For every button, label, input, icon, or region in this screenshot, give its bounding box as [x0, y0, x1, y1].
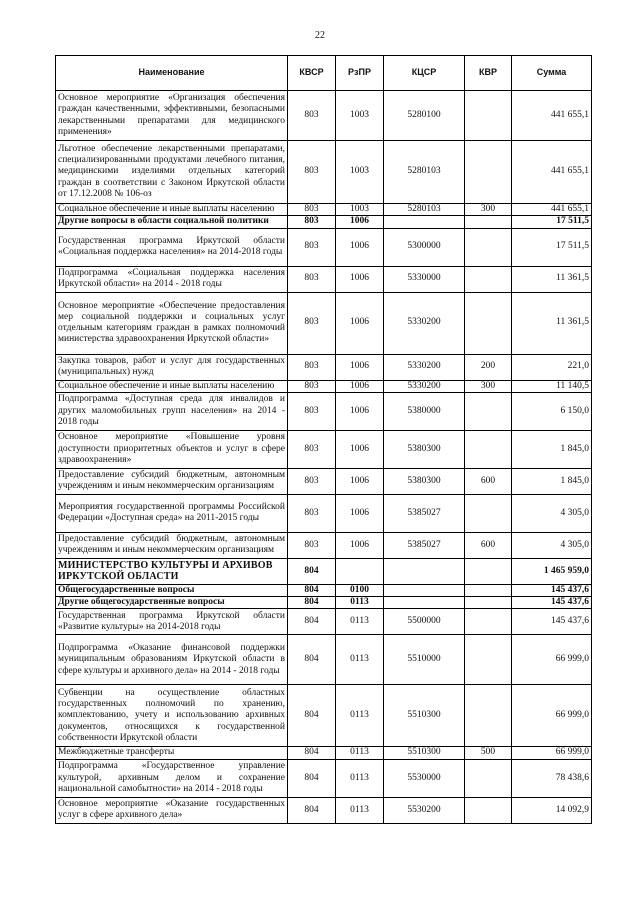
cell-kvr: [465, 266, 512, 292]
cell-kvsr: 803: [288, 392, 336, 430]
cell-kcsr: 5330200: [384, 354, 465, 380]
cell-rzpr: 1006: [336, 228, 384, 266]
table-row: [56, 216, 592, 228]
cell-kvr: [465, 91, 512, 141]
cell-sum: 17 511,5: [512, 228, 592, 266]
cell-name: Основное мероприятие «Организация обеспечения граждан качественными, эффективными, безопасными лекарственными препаратами для медицинского применения»: [56, 91, 288, 141]
cell-kvsr: 803: [288, 468, 336, 494]
cell-kcsr: 5330200: [384, 380, 465, 392]
page-number: 22: [315, 30, 325, 41]
cell-kvr: 300: [465, 380, 512, 392]
cell-sum: 6 150,0: [512, 392, 592, 430]
cell-rzpr: 1006: [336, 494, 384, 532]
cell-sum: 4 305,0: [512, 494, 592, 532]
cell-rzpr: 1006: [336, 392, 384, 430]
cell-rzpr: 1006: [336, 216, 384, 228]
cell-kvsr: 804: [288, 597, 336, 609]
cell-kcsr: 5530200: [384, 797, 465, 823]
cell-name: Другие вопросы в области социальной политики: [56, 216, 288, 228]
cell-kcsr: 5510300: [384, 747, 465, 759]
cell-kvr: [465, 494, 512, 532]
cell-kvsr: 803: [288, 204, 336, 216]
cell-sum: 1 845,0: [512, 430, 592, 468]
cell-kcsr: 5510000: [384, 635, 465, 685]
cell-sum: 441 655,1: [512, 141, 592, 204]
cell-kvsr: 803: [288, 216, 336, 228]
cell-name: Льготное обеспечение лекарственными препаратами, специализированными продуктами лечебного питания, медицинскими изделиями отдельных категорий граждан в соответствии с Законом Иркутской области от 17.12.2008 № 106-оз: [56, 141, 288, 204]
cell-rzpr: 1003: [336, 141, 384, 204]
cell-kvsr: 803: [288, 266, 336, 292]
cell-rzpr: 1006: [336, 532, 384, 558]
cell-kvr: [465, 558, 512, 584]
cell-kcsr: 5530000: [384, 759, 465, 797]
cell-kvsr: 803: [288, 354, 336, 380]
cell-kvsr: 803: [288, 430, 336, 468]
cell-kvr: [465, 597, 512, 609]
table-row: [56, 91, 592, 141]
table-row: [56, 266, 592, 292]
cell-sum: 145 437,6: [512, 609, 592, 635]
cell-kcsr: 5380300: [384, 430, 465, 468]
cell-name: Подпрограмма «Государственное управление культурой, архивным делом и сохранение национальной самобытности» на 2014 - 2018 годы: [56, 759, 288, 797]
cell-kvsr: 804: [288, 747, 336, 759]
cell-kvsr: 803: [288, 380, 336, 392]
cell-kvsr: 803: [288, 494, 336, 532]
table-row: [56, 532, 592, 558]
cell-rzpr: 1003: [336, 204, 384, 216]
cell-rzpr: 1006: [336, 354, 384, 380]
cell-kcsr: 5500000: [384, 609, 465, 635]
col-header-kvr: КВР: [465, 56, 512, 91]
cell-sum: 66 999,0: [512, 635, 592, 685]
cell-sum: 17 511,5: [512, 216, 592, 228]
cell-name: Государственная программа Иркутской области «Развитие культуры» на 2014-2018 годы: [56, 609, 288, 635]
cell-kvr: [465, 584, 512, 596]
cell-name: Закупка товаров, работ и услуг для государственных (муниципальных) нужд: [56, 354, 288, 380]
cell-kcsr: 5280100: [384, 91, 465, 141]
cell-kvsr: 803: [288, 91, 336, 141]
cell-kvsr: 804: [288, 609, 336, 635]
cell-kvsr: 804: [288, 558, 336, 584]
cell-name: Подпрограмма «Доступная среда для инвалидов и других маломобильных групп населения» на 2014 - 2018 годы: [56, 392, 288, 430]
cell-name: Социальное обеспечение и иные выплаты населению: [56, 204, 288, 216]
cell-kcsr: 5300000: [384, 228, 465, 266]
cell-kcsr: 5385027: [384, 494, 465, 532]
cell-name: Другие общегосударственные вопросы: [56, 597, 288, 609]
cell-kcsr: 5330000: [384, 266, 465, 292]
cell-name: Основное мероприятие «Обеспечение предоставления мер социальной поддержки и социальных услуг отдельным категориям граждан в рамках полномочий министерства здравоохранения Иркутской области»: [56, 292, 288, 354]
cell-kvr: [465, 141, 512, 204]
cell-rzpr: 1006: [336, 468, 384, 494]
cell-kcsr: 5380300: [384, 468, 465, 494]
cell-kvsr: 804: [288, 584, 336, 596]
cell-sum: 145 437,6: [512, 597, 592, 609]
cell-kvr: [465, 216, 512, 228]
cell-name: Основное мероприятие «Оказание государственных услуг в сфере архивного дела»: [56, 797, 288, 823]
cell-sum: 78 438,6: [512, 759, 592, 797]
cell-rzpr: 1006: [336, 380, 384, 392]
cell-rzpr: 0113: [336, 759, 384, 797]
cell-kvr: [465, 430, 512, 468]
cell-kcsr: 5385027: [384, 532, 465, 558]
cell-name: Социальное обеспечение и иные выплаты населению: [56, 380, 288, 392]
cell-kvsr: 804: [288, 685, 336, 747]
cell-kvr: [465, 635, 512, 685]
cell-rzpr: 0113: [336, 635, 384, 685]
table-row: [56, 430, 592, 468]
cell-rzpr: 1003: [336, 91, 384, 141]
cell-kvr: [465, 292, 512, 354]
cell-name: Предоставление субсидий бюджетным, автономным учреждениям и иным некоммерческим организациям: [56, 532, 288, 558]
table-row: [56, 747, 592, 759]
cell-sum: 221,0: [512, 354, 592, 380]
cell-rzpr: 1006: [336, 292, 384, 354]
cell-sum: 1 845,0: [512, 468, 592, 494]
table-row: [56, 597, 592, 609]
cell-sum: 66 999,0: [512, 685, 592, 747]
col-header-name: Наименование: [56, 56, 288, 91]
cell-rzpr: 1006: [336, 430, 384, 468]
cell-kvr: 600: [465, 468, 512, 494]
cell-sum: 4 305,0: [512, 532, 592, 558]
table-row: [56, 609, 592, 635]
cell-kvr: [465, 759, 512, 797]
cell-kcsr: 5280103: [384, 141, 465, 204]
cell-kvsr: 804: [288, 635, 336, 685]
table-row: [56, 292, 592, 354]
cell-name: Подпрограмма «Социальная поддержка населения Иркутской области» на 2014 - 2018 годы: [56, 266, 288, 292]
cell-kvr: [465, 609, 512, 635]
table-row: [56, 354, 592, 380]
cell-kvr: [465, 392, 512, 430]
cell-kcsr: 5380000: [384, 392, 465, 430]
table-row: [56, 380, 592, 392]
col-header-rzpr: РзПР: [336, 56, 384, 91]
cell-kvsr: 803: [288, 228, 336, 266]
cell-name: Основное мероприятие «Повышение уровня доступности приоритетных объектов и услуг в сфере здравоохранения»: [56, 430, 288, 468]
table-row: [56, 468, 592, 494]
cell-rzpr: 0100: [336, 584, 384, 596]
cell-sum: 441 655,1: [512, 91, 592, 141]
cell-kvr: 300: [465, 204, 512, 216]
table-row: [56, 392, 592, 430]
table-row: [56, 141, 592, 204]
table-row: [56, 494, 592, 532]
cell-kcsr: 5330200: [384, 292, 465, 354]
cell-kvr: [465, 685, 512, 747]
cell-kvr: [465, 797, 512, 823]
cell-kvr: [465, 228, 512, 266]
cell-name: Предоставление субсидий бюджетным, автономным учреждениям и иным некоммерческим организациям: [56, 468, 288, 494]
table-row: [56, 558, 592, 584]
cell-kcsr: [384, 584, 465, 596]
table-header-row: [56, 56, 592, 91]
cell-name: Общегосударственные вопросы: [56, 584, 288, 596]
col-header-kvsr: КВСР: [288, 56, 336, 91]
cell-rzpr: 0113: [336, 747, 384, 759]
cell-sum: 441 655,1: [512, 204, 592, 216]
cell-name: МИНИСТЕРСТВО КУЛЬТУРЫ И АРХИВОВ ИРКУТСКОЙ ОБЛАСТИ: [56, 558, 288, 584]
cell-kvsr: 803: [288, 532, 336, 558]
cell-kcsr: [384, 597, 465, 609]
table-row: [56, 204, 592, 216]
cell-rzpr: 1006: [336, 266, 384, 292]
cell-kvr: 500: [465, 747, 512, 759]
cell-kvsr: 804: [288, 797, 336, 823]
cell-kcsr: 5280103: [384, 204, 465, 216]
cell-kvsr: 804: [288, 759, 336, 797]
cell-name: Государственная программа Иркутской области «Социальная поддержка населения» на 2014-2018 годы: [56, 228, 288, 266]
cell-sum: 11 361,5: [512, 292, 592, 354]
cell-kvr: 600: [465, 532, 512, 558]
cell-sum: 1 465 959,0: [512, 558, 592, 584]
cell-kcsr: [384, 216, 465, 228]
col-header-sum: Сумма: [512, 56, 592, 91]
cell-sum: 11 361,5: [512, 266, 592, 292]
budget-table: [55, 55, 592, 824]
cell-name: Субвенции на осуществление областных государственных полномочий по хранению, комплектованию, учету и использованию архивных документов, относящихся к государственной собственности Иркутской области: [56, 685, 288, 747]
cell-rzpr: [336, 558, 384, 584]
cell-rzpr: 0113: [336, 597, 384, 609]
table-row: [56, 685, 592, 747]
cell-kvsr: 803: [288, 141, 336, 204]
cell-sum: 145 437,6: [512, 584, 592, 596]
table-row: [56, 228, 592, 266]
cell-kvsr: 803: [288, 292, 336, 354]
cell-rzpr: 0113: [336, 797, 384, 823]
table-row: [56, 797, 592, 823]
col-header-kcsr: КЦСР: [384, 56, 465, 91]
cell-kvr: 200: [465, 354, 512, 380]
cell-kcsr: 5510300: [384, 685, 465, 747]
cell-rzpr: 0113: [336, 685, 384, 747]
cell-kcsr: [384, 558, 465, 584]
cell-sum: 66 999,0: [512, 747, 592, 759]
cell-name: Межбюджетные трансферты: [56, 747, 288, 759]
table-row: [56, 584, 592, 596]
cell-name: Подпрограмма «Оказание финансовой поддержки муниципальным образованиям Иркутской области в сфере культуры и архивного дела» на 2014 - 2018 годы: [56, 635, 288, 685]
cell-sum: 14 092,9: [512, 797, 592, 823]
cell-name: Мероприятия государственной программы Российской Федерации «Доступная среда» на 2011-2015 годы: [56, 494, 288, 532]
cell-rzpr: 0113: [336, 609, 384, 635]
cell-sum: 11 140,5: [512, 380, 592, 392]
table-row: [56, 759, 592, 797]
table-row: [56, 635, 592, 685]
